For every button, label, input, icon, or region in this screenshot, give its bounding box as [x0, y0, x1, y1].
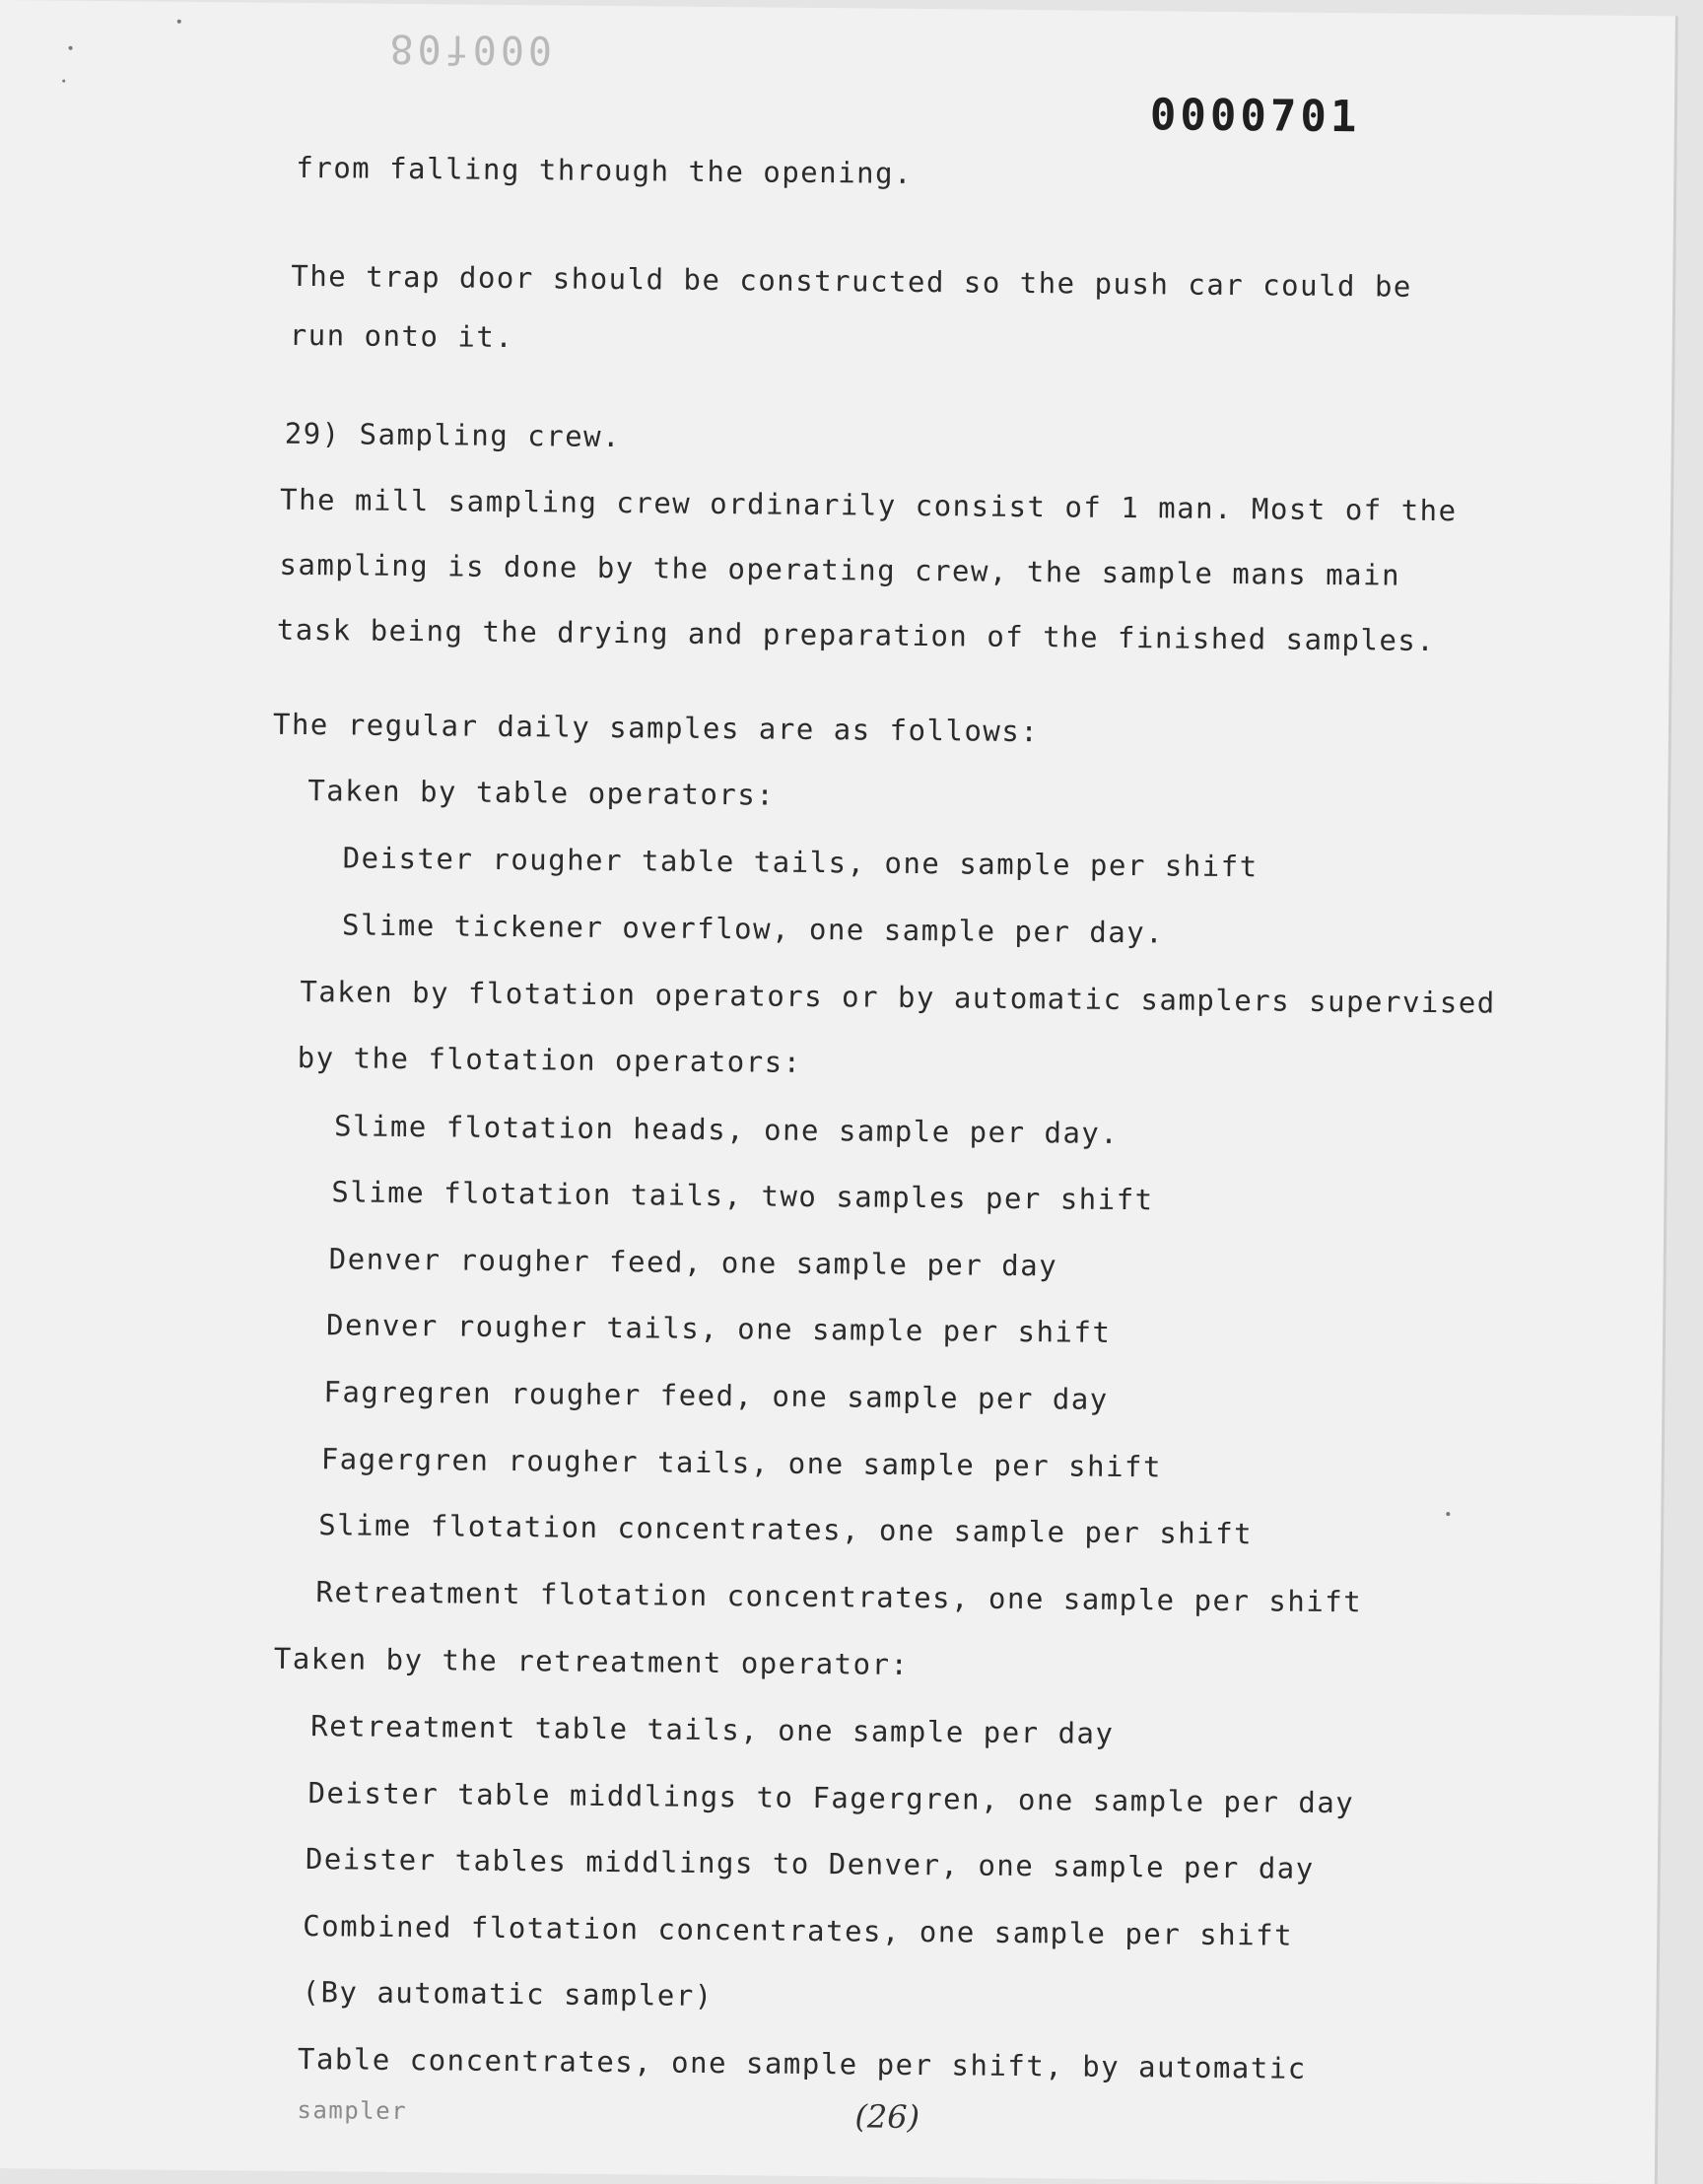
list-item: Denver rougher tails, one sample per shift [325, 1308, 1112, 1349]
list-item: Fagregren rougher feed, one sample per day [323, 1375, 1109, 1416]
list-item: Deister table middlings to Fagergren, one sample per day [307, 1776, 1355, 1820]
page-number: (26) [854, 2097, 920, 2137]
section-heading: 29) Sampling crew. [284, 416, 622, 454]
list-item: Deister tables middlings to Denver, one sample per day [305, 1842, 1315, 1885]
text-line: sampling is done by the operating crew, the sample mans main [279, 547, 1401, 592]
text-line: run onto it. [289, 317, 514, 355]
subheading: Taken by flotation operators or by automatic samplers supervised [300, 974, 1496, 1020]
list-item: Combined flotation concentrates, one sample per shift [303, 1909, 1294, 1952]
list-item: Fagergren rougher tails, one sample per shift [320, 1442, 1163, 1484]
list-item: Slime flotation concentrates, one sample per shift [318, 1508, 1254, 1551]
list-item: Slime flotation tails, two samples per shift [331, 1175, 1154, 1217]
speck [177, 20, 181, 24]
text-line: The trap door should be constructed so the push car could be [291, 258, 1413, 304]
list-item: Retreatment table tails, one sample per day [310, 1709, 1115, 1750]
subheading: Taken by the retreatment operator: [273, 1641, 910, 1681]
text-line: from falling through the opening. [296, 150, 914, 190]
text-line: task being the drying and preparation of the finished samples. [276, 612, 1436, 658]
speck [62, 80, 65, 83]
list-item: Slime tickener overflow, one sample per day. [341, 908, 1165, 950]
speck [1446, 1512, 1450, 1516]
text-line: The regular daily samples are as follows: [272, 707, 1040, 749]
list-item: Table concentrates, one sample per shift, by automatic [297, 2041, 1307, 2085]
document-number: 0000701 [1149, 90, 1361, 143]
list-item: Slime flotation heads, one sample per day. [333, 1109, 1120, 1150]
list-item: Denver rougher feed, one sample per day [328, 1242, 1058, 1283]
list-item: sampler [297, 2095, 408, 2126]
text-line: The mill sampling crew ordinarily consist of 1 man. Most of the [279, 482, 1458, 528]
subheading: Taken by table operators: [307, 774, 776, 812]
subheading: by the flotation operators: [297, 1040, 802, 1079]
speck [69, 46, 73, 50]
list-item: Deister rougher table tails, one sample per shift [342, 841, 1259, 884]
faint-stamp-number: 000f08 [385, 25, 553, 73]
list-item: (By automatic sampler) [302, 1975, 714, 2013]
list-item: Retreatment flotation concentrates, one sample per shift [315, 1575, 1363, 1619]
